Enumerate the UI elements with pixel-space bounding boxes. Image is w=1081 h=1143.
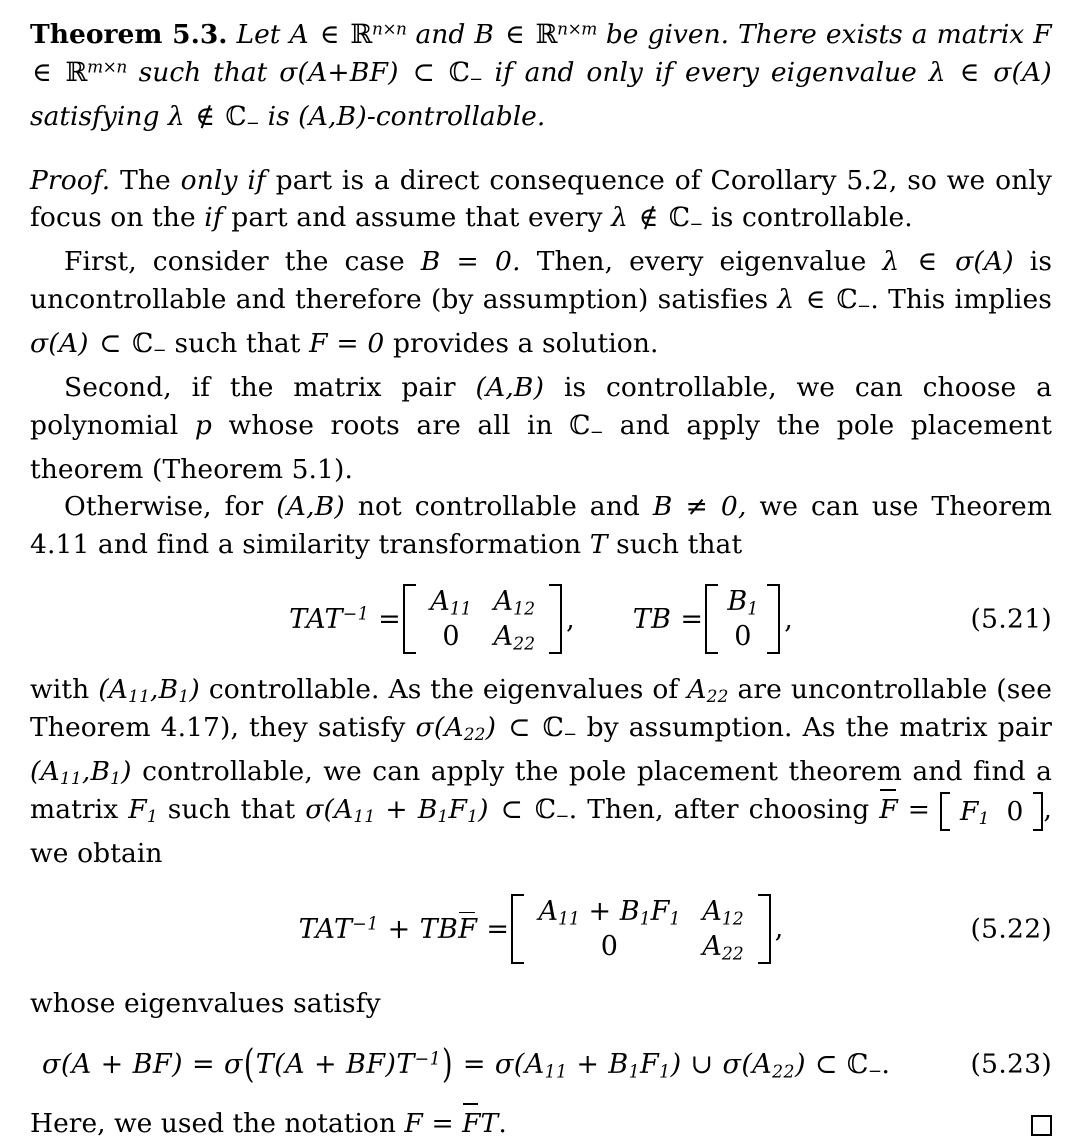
math-lambda: λ xyxy=(882,246,900,278)
symbol-in: ∈ xyxy=(319,19,340,50)
p2-text-f: provides a solution. xyxy=(392,327,659,359)
bracket-left xyxy=(705,584,718,654)
qed-square-icon xyxy=(1031,1115,1052,1136)
proof-paragraph-7-row xyxy=(30,1104,1052,1143)
proof-text-a: The xyxy=(120,164,171,196)
math-sigma-A: σ(A) xyxy=(30,327,89,359)
symbol-in: ∈ xyxy=(805,283,826,315)
math-B-neq-zero: B ≠ 0, xyxy=(652,491,747,523)
proof-text-c: part is a direct consequence of Corollary 5.2, so we only focus on the xyxy=(30,164,1053,234)
math-sigma-A-plus-BF: σ(A+BF) xyxy=(279,56,399,88)
p3-text-c: whose roots are all in xyxy=(228,409,553,441)
p2-text-a: First, consider the case xyxy=(64,246,405,278)
equation-5-22 xyxy=(30,881,1052,977)
proof-paragraph-3 xyxy=(30,369,1052,488)
matrix-row xyxy=(419,584,546,619)
p5-text-h: we obtain xyxy=(30,838,163,870)
equation-5-21-body xyxy=(289,584,793,654)
math-B: B xyxy=(474,19,494,50)
bracket-left xyxy=(511,894,524,964)
p5-text-a: with xyxy=(30,674,90,706)
symbol-equals: = xyxy=(907,794,931,826)
matrix-cell: $B_1$ xyxy=(727,586,759,620)
theorem-text-3: be given. There exists a matrix xyxy=(605,19,1025,50)
math-p: p xyxy=(194,409,212,441)
p4-text-a: Otherwise, for xyxy=(64,491,264,523)
proof-paragraph-6 xyxy=(30,985,1052,1023)
math-A22: $A_{22}$ xyxy=(687,674,729,707)
eq522-comma: , xyxy=(774,913,784,945)
p5-comma: , xyxy=(1043,794,1052,826)
math-pair-AB: (A,B) xyxy=(298,100,367,132)
p4-text-b: not controllable and xyxy=(357,491,640,523)
p5-text-f: such that xyxy=(167,794,296,826)
eq521-lhs1: $TAT^{-1}$ = xyxy=(289,603,402,635)
math-F: F xyxy=(1033,19,1052,50)
proof-emph-if: if xyxy=(204,202,223,234)
bracket-right xyxy=(767,584,780,654)
p5-text-e: controllable, we can apply the pole placement theorem and find a matrix xyxy=(30,755,1052,826)
theorem-text-1: Let xyxy=(236,19,281,50)
math-F-equals-zero: F = 0 xyxy=(309,327,385,359)
symbol-equals: = xyxy=(431,1108,454,1140)
math-F1: $F_1$ xyxy=(128,794,158,827)
math-T: T xyxy=(589,528,608,560)
matrix-cell: 0 xyxy=(734,621,752,653)
p2-text-d: This implies xyxy=(888,283,1052,315)
math-lambda: λ xyxy=(611,202,629,234)
p2-period: . xyxy=(870,283,879,315)
p2-text-c: is uncontrollable and therefore (by assumption) satisfies xyxy=(30,246,1053,315)
p2-text-b: Then, every eigenvalue xyxy=(536,246,867,278)
equation-number-5-23: (5.23) xyxy=(970,1048,1052,1080)
proof-paragraph-1 xyxy=(30,162,1052,244)
math-rowvector-F1-0 xyxy=(940,792,1043,832)
eq521-comma-2: , xyxy=(784,603,793,635)
eq521-matrix-2 xyxy=(705,584,780,654)
p7-period: . xyxy=(498,1108,507,1140)
matrix-row xyxy=(721,619,764,654)
symbol-in: ∈ xyxy=(917,246,938,278)
symbol-subset: ⊂ xyxy=(500,794,523,826)
matrix-cell: 0 xyxy=(600,930,618,962)
theorem-text-2: and xyxy=(415,19,466,50)
theorem-label: Theorem 5.3. xyxy=(30,19,228,50)
math-reals: ℝ$^{m\times n}$ xyxy=(65,56,127,88)
eq523-expression: $\sigma(A + BF) = \sigma(T(A + BF)T^{-1}) = \sigma(A_{11} + B_1F_1)$ ∪ $\sigma(A_{22})$ ⊂ ℂ−. xyxy=(42,1041,891,1087)
symbol-subset: ⊂ xyxy=(412,56,435,88)
bracket-left xyxy=(403,584,416,654)
math-complex-minus: ℂ− xyxy=(569,409,604,442)
math-T: T xyxy=(480,1108,499,1140)
matrix-row xyxy=(527,894,754,929)
math-F-bar: F xyxy=(462,1104,480,1143)
equation-number-5-22: (5.22) xyxy=(970,913,1052,945)
proof-emph-only-if: only if xyxy=(180,164,266,196)
math-pair-A11-B1: $(A_{11},B_1)$ xyxy=(98,674,200,707)
matrix-cell: $A_{22}$ xyxy=(702,930,744,965)
equation-5-23 xyxy=(30,1036,1052,1092)
proof-paragraph-2 xyxy=(30,243,1052,369)
equation-number-5-21: (5.21) xyxy=(970,603,1052,635)
matrix-cell: $A_{22}$ xyxy=(493,621,536,655)
symbol-subset: ⊂ xyxy=(508,711,531,743)
p5-text-c: are uncontrollable (see Theorem 4.17), they satisfy xyxy=(30,674,1052,743)
math-complex-minus: ℂ− xyxy=(542,711,577,744)
theorem-text-5: if and only if every eigenvalue xyxy=(494,56,917,88)
rowvector-entries: $F_1$ 0 xyxy=(960,795,1024,828)
p4-text-c: we can use Theorem 4.11 and find a similarity transformation xyxy=(30,491,1052,560)
proof-paragraph-4 xyxy=(30,488,1052,563)
eq521-matrix-1 xyxy=(403,584,562,654)
math-lambda: λ xyxy=(777,283,795,315)
text-column xyxy=(30,0,1052,1143)
math-pair-AB: (A,B) xyxy=(475,372,545,404)
symbol-in: ∈ xyxy=(959,56,980,88)
math-complex-minus: ℂ− xyxy=(534,794,569,826)
p5-text-b: controllable. As the eigenvalues of xyxy=(208,674,679,706)
matrix-cell: 0 xyxy=(442,621,460,653)
math-A: A xyxy=(289,19,309,50)
math-reals: ℝ$^{n\times n}$ xyxy=(350,18,407,50)
proof-keyword: Proof. xyxy=(30,164,111,196)
eq521-lhs2: TB = xyxy=(632,603,704,635)
eq521-comma-1: , xyxy=(566,603,575,635)
proof-paragraph-5 xyxy=(30,671,1052,873)
p2-text-e: such that xyxy=(174,327,301,359)
bracket-right xyxy=(1033,792,1043,832)
matrix-cell: $A_{11} + B_1F_1$ xyxy=(538,895,681,930)
symbol-in: ∈ xyxy=(505,19,525,50)
matrix-cell: $A_{12}$ xyxy=(702,895,744,930)
p3-text-b: is controllable, we can choose a polynomial xyxy=(30,372,1052,441)
math-F-bar: F xyxy=(879,790,898,829)
matrix-row xyxy=(721,584,764,619)
matrix-row xyxy=(419,619,546,654)
math-complex-minus: ℂ− xyxy=(225,100,260,133)
theorem-text-8: -controllable. xyxy=(366,100,546,132)
proof-text-e: part and assume that every xyxy=(231,202,603,234)
theorem-text-6: satisfying xyxy=(30,100,160,132)
theorem-block xyxy=(30,16,1052,142)
equation-5-22-body xyxy=(299,894,784,964)
proof-text-f: is controllable. xyxy=(711,202,913,234)
matrix-cell: $A_{12}$ xyxy=(493,586,536,620)
symbol-subset: ⊂ xyxy=(99,327,122,359)
p5-text-g: Then, after choosing xyxy=(587,794,870,826)
math-lambda: λ xyxy=(167,100,185,132)
p4-text-d: such that xyxy=(616,528,743,560)
math-sigma-A: σ(A) xyxy=(993,56,1052,88)
p6-text: whose eigenvalues satisfy xyxy=(30,987,381,1019)
p3-text-a: Second, if the matrix pair xyxy=(64,372,456,404)
math-F-bar: F xyxy=(458,913,478,945)
p3-text-d: and apply the pole placement theorem (Theorem 5.1). xyxy=(30,409,1053,485)
symbol-notin: ∉ xyxy=(638,202,659,234)
symbol-in: ∈ xyxy=(32,56,52,88)
bracket-left xyxy=(940,792,950,832)
theorem-text-4: such that xyxy=(138,56,268,88)
eq522-lhs: $TAT^{-1}$ + TBF = xyxy=(298,913,510,945)
p7-text-a: Here, we used the notation xyxy=(30,1108,396,1140)
theorem-text-7: is xyxy=(267,100,290,132)
matrix-cell: $A_{11}$ xyxy=(430,586,472,620)
p5-text-d: by assumption. As the matrix pair xyxy=(586,711,1052,743)
math-sigma-A11-plus-B1F1: $\sigma(A_{11} + B_1F_1)$ xyxy=(305,794,489,827)
math-reals: ℝ$^{n\times m}$ xyxy=(535,18,597,50)
equation-5-23-body xyxy=(42,1041,891,1087)
equation-5-21 xyxy=(30,573,1052,665)
matrix-row xyxy=(527,929,754,964)
symbol-notin: ∉ xyxy=(195,100,215,132)
math-pair-AB: (A,B) xyxy=(276,491,345,523)
math-sigma-A22: $\sigma(A_{22})$ xyxy=(415,711,497,744)
bracket-right xyxy=(549,584,562,654)
math-complex-minus: ℂ− xyxy=(836,283,871,316)
math-complex-minus: ℂ− xyxy=(668,202,703,234)
eq522-matrix xyxy=(511,894,770,964)
math-pair-A11-B1: $(A_{11},B_1)$ xyxy=(30,755,132,788)
p5-period: . xyxy=(568,794,578,826)
math-lambda: λ xyxy=(928,56,946,88)
math-complex-minus: ℂ− xyxy=(448,56,483,89)
math-complex-minus: ℂ− xyxy=(132,327,166,360)
math-B-equals-zero: B = 0. xyxy=(420,246,521,278)
math-F: F xyxy=(404,1108,423,1140)
bracket-right xyxy=(758,894,771,964)
math-sigma-A: σ(A) xyxy=(955,246,1014,278)
